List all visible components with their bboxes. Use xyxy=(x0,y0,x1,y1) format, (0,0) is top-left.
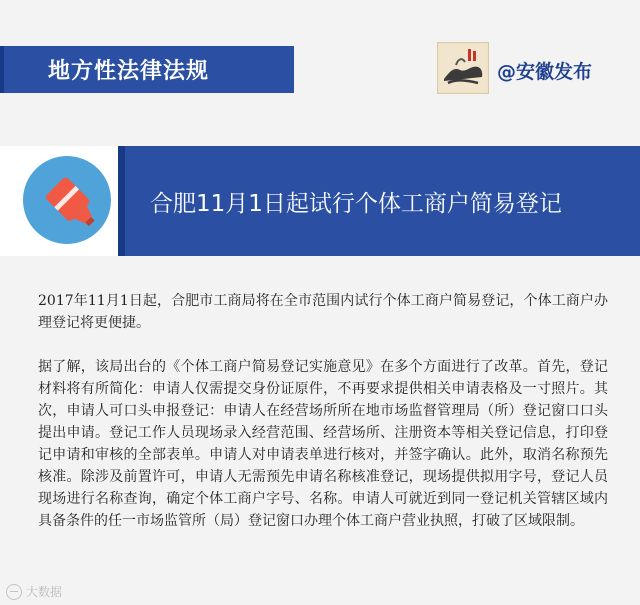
article-paragraph: 据了解，该局出台的《个体工商户简易登记实施意见》在多个方面进行了改革。首先，登记材料将有所简化：申请人仅需提交身份证原件，不再要求提供相关申请表格及一寸照片。其次，申请人可口头申报登记：申请人在经营场所所在地市场监督管理局（所）登记窗口口头提出申请。登记工作人员现场录入经营范围、经营场所、注册资本等相关登记信息，打印登记申请和审核的全部表单。申请人对申请表单进行核对，并签字确认。此外，取消名称预先核准。除涉及前置许可，申请人无需预先申请名称核准登记，现场提供拟用字号，登记人员现场进行名称查询，确定个体工商户字号、名称。申请人可就近到同一登记机关管辖区域内具备条件的任一市场监管所（局）登记窗口办理个体工商户营业执照，打破了区域限制。 xyxy=(38,359,608,529)
watermark-icon xyxy=(6,584,22,600)
article-body xyxy=(38,290,608,532)
marker-pen-icon xyxy=(23,156,111,244)
headline: 合肥11月1日起试行个体工商户简易登记 xyxy=(150,190,562,217)
watermark-text: 大数据 xyxy=(26,585,63,599)
category-banner xyxy=(0,46,294,93)
source-label: @安徽发布 xyxy=(497,61,593,83)
marker-circle xyxy=(23,156,111,244)
watermark xyxy=(6,583,62,600)
category-label: 地方性法律法规 xyxy=(48,59,210,84)
anhui-release-logo-icon xyxy=(437,42,489,94)
headline-panel xyxy=(118,146,640,256)
title-band xyxy=(0,146,640,256)
icon-panel xyxy=(0,146,118,256)
article-paragraph: 2017年11月1日起，合肥市工商局将在全市范围内试行个体工商户简易登记，个体工商户办理登记将更便捷。 xyxy=(38,293,608,331)
